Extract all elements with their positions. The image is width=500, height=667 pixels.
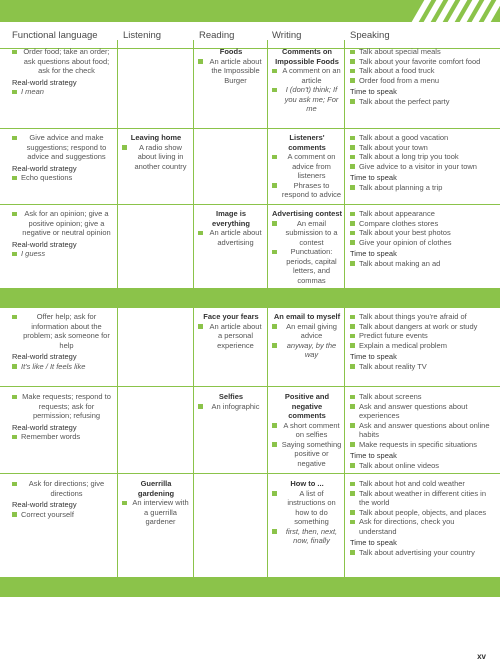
row3-reading: Image is everything An article about advertising (198, 209, 264, 247)
row3-functional: Ask for an opinion; give a positive opinion; give a negative or neutral opinion Real-world strategy I guess (12, 209, 111, 258)
decorative-stripes (410, 0, 500, 22)
row-separator (0, 473, 500, 474)
time-to-speak-label: Time to speak (350, 87, 397, 96)
row1-functional: Order food; take an order; ask questions about food; ask for the check Real-world strategy I mean (12, 47, 112, 97)
row2-listening: Leaving home A radio show about living in another country (122, 133, 190, 171)
divider (344, 40, 345, 288)
row5-speaking: Talk about screens Ask and answer questions about experiences Ask and answer questions about online habits Make requests in specific situations Time to speak Talk about online videos (350, 392, 490, 470)
divider (193, 307, 194, 577)
section-band (0, 288, 500, 308)
page-number: xv (477, 652, 486, 661)
row6-speaking: Talk about hot and cold weather Talk about weather in different cities in the world Talk about people, objects, and places Ask for directions, check you understand Time to speak Talk about advertising your country (350, 479, 490, 557)
row2-functional: Give advice and make suggestions; respond to advice and suggestions Real-world strategy Echo questions (12, 133, 112, 183)
divider (344, 307, 345, 577)
row1-writing: Comments on Impossible Foods A comment on an article I (don't) think; If you ask me; For me (272, 47, 342, 114)
row-separator (0, 128, 500, 129)
row4-reading: Face your fears An article about a personal experience (198, 312, 264, 350)
row6-writing: How to ... A list of instructions on how to do something first, then, next, now, finally (272, 479, 342, 546)
row-separator (0, 386, 500, 387)
divider (117, 307, 118, 577)
row5-writing: Positive and negative comments A short comment on selfies Saying something positive or negative (272, 392, 342, 468)
header-functional-language: Functional language (12, 30, 98, 41)
strategy-label: Real-world strategy (12, 422, 77, 432)
divider (117, 40, 118, 288)
row2-speaking: Talk about a good vacation Talk about your town Talk about a long trip you took Give advice to a visitor in your town Time to speak Talk about planning a trip (350, 133, 490, 192)
header-writing: Writing (272, 30, 302, 41)
row3-writing: Advertising contest An email submission to a contest Punctuation: periods, capital letters, and commas (272, 209, 343, 285)
strategy-label: Real-world strategy (12, 77, 77, 87)
row6-functional: Ask for directions; give directions Real-world strategy Correct yourself (12, 479, 112, 519)
time-to-speak-label: Time to speak (350, 249, 397, 258)
row3-speaking: Talk about appearance Compare clothes stores Talk about your best photos Give your opinion of clothes Time to speak Talk about making an ad (350, 209, 490, 268)
strategy-label: Real-world strategy (12, 352, 77, 361)
row2-writing: Listeners' comments A comment on advice from listeners Phrases to respond to advice (272, 133, 342, 200)
row4-speaking: Talk about things you're afraid of Talk about dangers at work or study Predict future events Explain a medical problem Time to speak Talk about reality TV (350, 312, 490, 371)
row5-functional: Make requests; respond to requests; ask for permission; refusing Real-world strategy Remember words (12, 392, 111, 441)
header-speaking: Speaking (350, 30, 390, 41)
row1-reading: Foods An article about the Impossible Burger (198, 47, 264, 85)
header-reading: Reading (199, 30, 235, 41)
row5-reading: Selfies An infographic (198, 392, 264, 411)
time-to-speak-label: Time to speak (350, 352, 397, 361)
divider (267, 40, 268, 288)
row4-writing: An email to myself An email giving advice anyway, by the way (273, 312, 341, 359)
divider (267, 307, 268, 577)
divider (193, 40, 194, 288)
row4-functional: Offer help; ask for information about the problem; ask someone for help Real-world strategy It's like / It feels like (12, 312, 112, 371)
section-band (0, 577, 500, 597)
strategy-label: Real-world strategy (12, 500, 77, 509)
row6-listening: Guerrilla gardening An interview with a guerrilla gardener (122, 479, 190, 527)
time-to-speak-label: Time to speak (350, 538, 397, 547)
header-listening: Listening (123, 30, 162, 41)
row1-speaking: Talk about special meals Talk about your favorite comfort food Talk about a food truck Order food from a menu Time to speak Talk about the perfect party (350, 47, 490, 106)
row-separator (0, 204, 500, 205)
strategy-label: Real-world strategy (12, 163, 77, 173)
time-to-speak-label: Time to speak (350, 451, 397, 460)
strategy-label: Real-world strategy (12, 239, 77, 249)
time-to-speak-label: Time to speak (350, 173, 397, 182)
